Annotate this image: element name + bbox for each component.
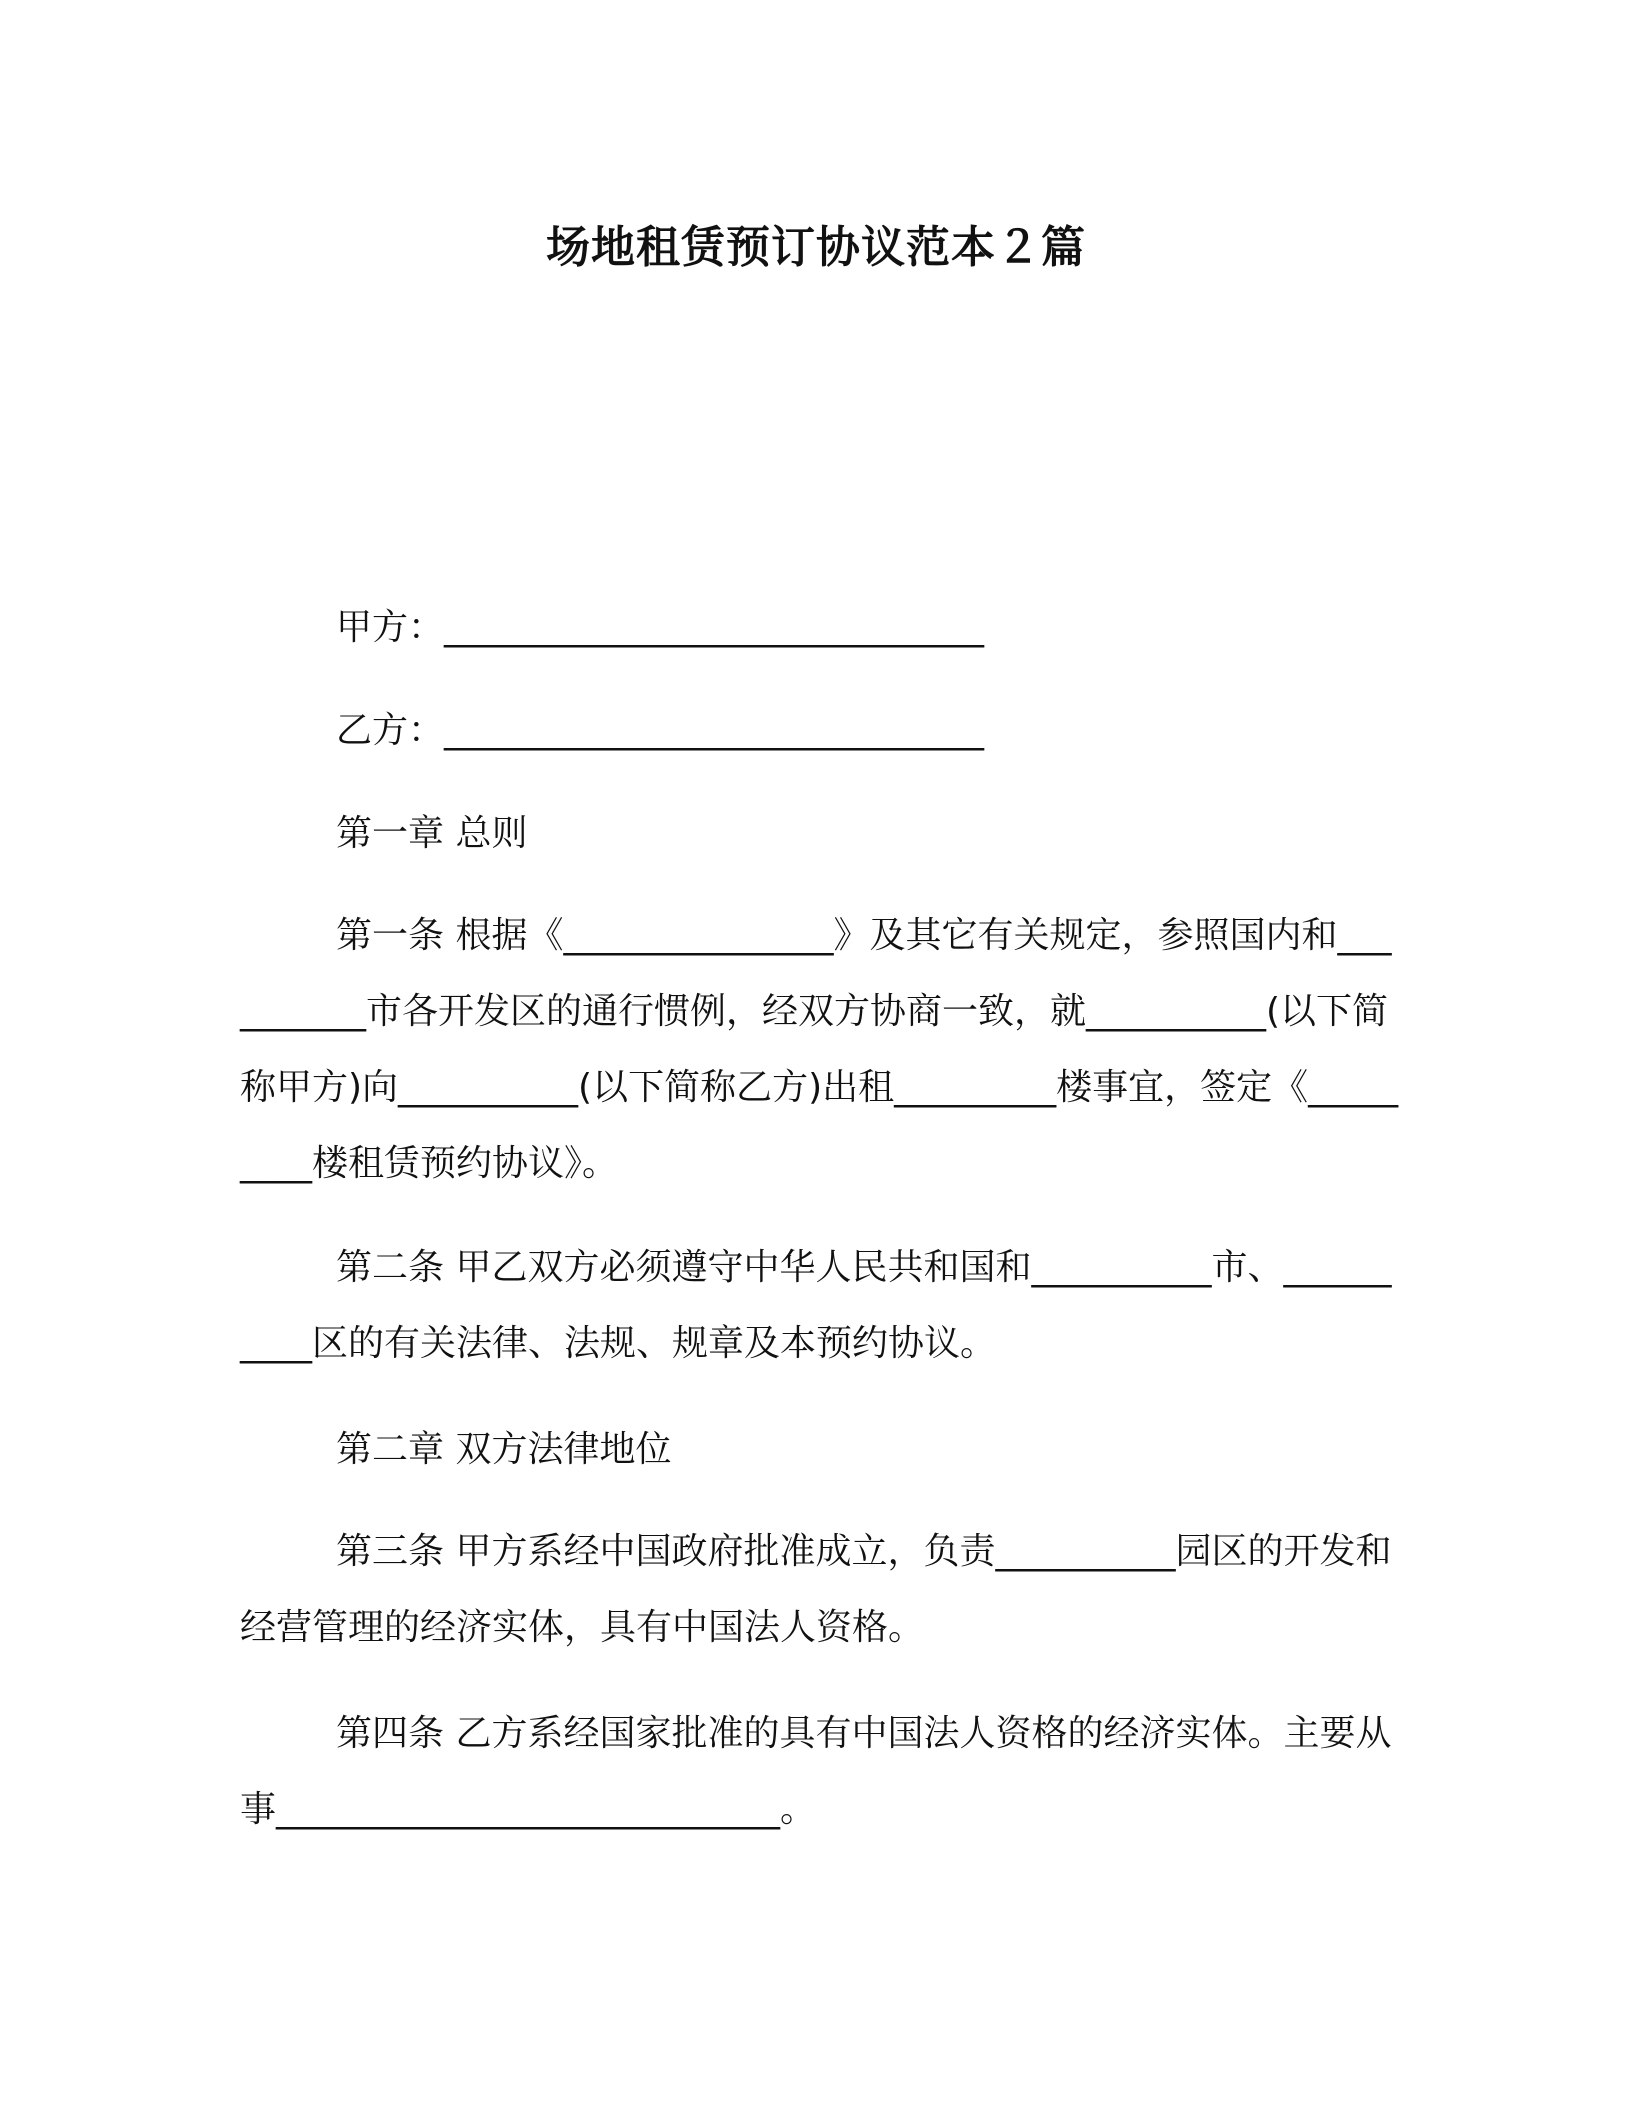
document-title: 场地租赁预订协议范本２篇 <box>546 222 1086 273</box>
chapter-2-heading: 第二章 双方法律地位 <box>336 1429 672 1470</box>
article-2: 第二条 甲乙双方必须遵守中华人民共和国和__________市、__________区的有关法律、法规、规章及本预约协议。 <box>240 1247 1392 1364</box>
chapter-1-heading: 第一章 总则 <box>336 813 528 854</box>
article-1: 第一条 根据《_______________》及其它有关规定，参照国内和__________市各开发区的通行惯例，经双方协商一致，就__________(以下简称甲方)向__________(以下简称乙方)出租_________楼事宜，签定《_________楼租赁预约协议》。 <box>240 915 1399 1184</box>
party-a-field: 甲方：______________________________ <box>336 607 985 648</box>
article-3: 第三条 甲方系经中国政府批准成立，负责__________园区的开发和经营管理的经济实体，具有中国法人资格。 <box>240 1531 1392 1648</box>
article-4: 第四条 乙方系经国家批准的具有中国法人资格的经济实体。主要从事____________________________。 <box>240 1713 1392 1830</box>
party-b-field: 乙方：______________________________ <box>336 710 985 751</box>
